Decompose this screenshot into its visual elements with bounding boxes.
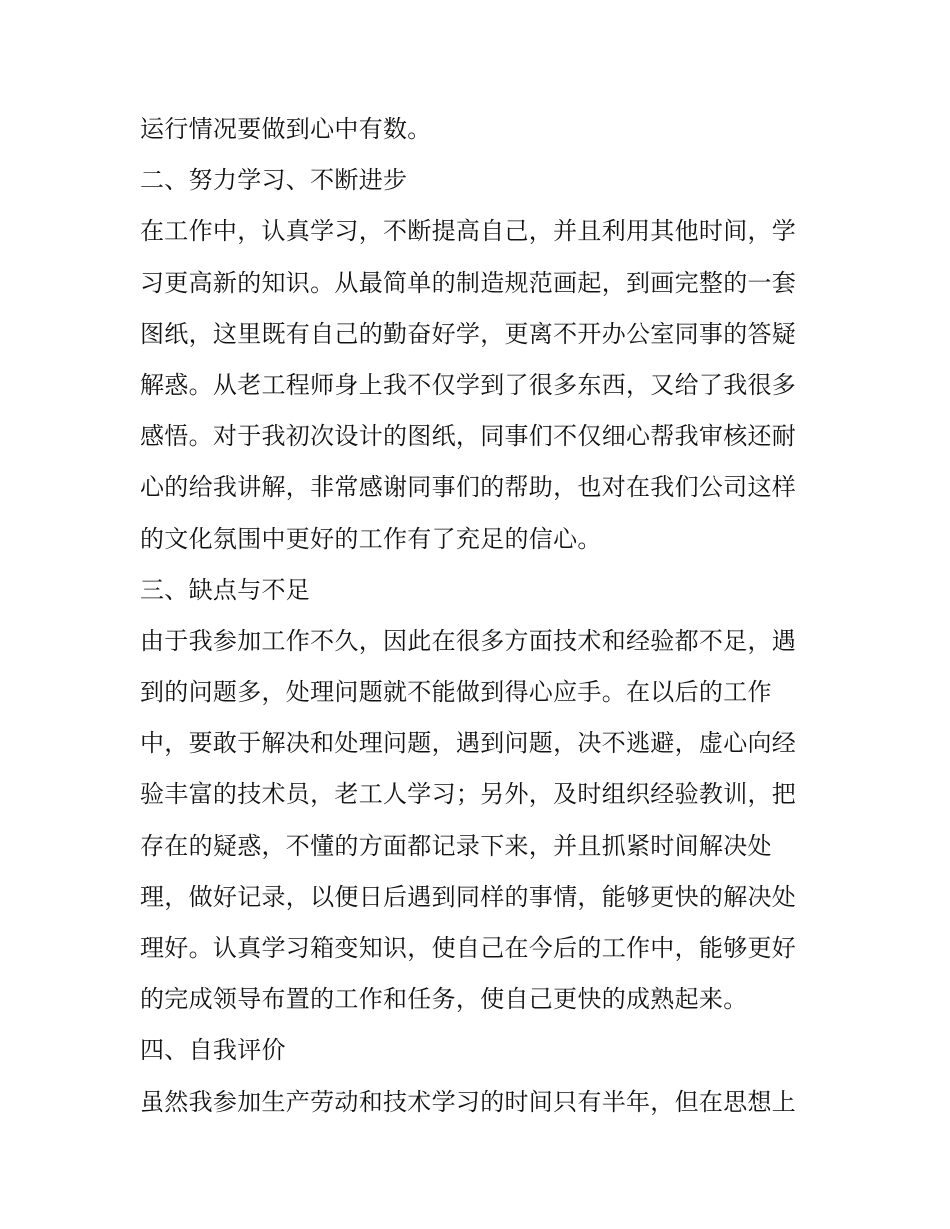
text-line: 运行情况要做到心中有数。 <box>140 115 432 143</box>
text-line: 到的问题多，处理问题就不能做到得心应手。在以后的工作 <box>140 678 772 707</box>
text-line: 验丰富的技术员，老工人学习；另外，及时组织经验教训，把 <box>140 780 797 809</box>
text-line: 存在的疑惑，不懂的方面都记录下来，并且抓紧时间解决处 <box>140 831 772 860</box>
text-line: 习更高新的知识。从最简单的制造规范画起，到画完整的一套 <box>140 268 797 297</box>
text-line: 解惑。从老工程师身上我不仅学到了很多东西，又给了我很多 <box>140 370 797 399</box>
text-line: 在工作中，认真学习，不断提高自己，并且利用其他时间，学 <box>140 217 797 246</box>
text-line: 心的给我讲解，非常感谢同事们的帮助，也对在我们公司这样 <box>140 473 797 502</box>
text-line: 虽然我参加生产劳动和技术学习的时间只有半年，但在思想上 <box>140 1087 797 1116</box>
text-line: 图纸，这里既有自己的勤奋好学，更离不开办公室同事的答疑 <box>140 319 797 348</box>
text-line: 理，做好记录，以便日后遇到同样的事情，能够更快的解决处 <box>140 882 797 911</box>
text-line: 的完成领导布置的工作和任务，使自己更快的成熟起来。 <box>140 985 748 1014</box>
section-heading-2: 二、努力学习、不断进步 <box>140 166 408 195</box>
section-heading-4: 四、自我评价 <box>140 1036 286 1065</box>
text-line: 感悟。对于我初次设计的图纸，同事们不仅细心帮我审核还耐 <box>140 422 797 451</box>
text-line: 中，要敢于解决和处理问题，遇到问题，决不逃避，虚心向经 <box>140 729 797 758</box>
text-line: 理好。认真学习箱变知识，使自己在今后的工作中，能够更好 <box>140 934 797 962</box>
text-line: 的文化氛围中更好的工作有了充足的信心。 <box>140 524 602 553</box>
text-line: 由于我参加工作不久，因此在很多方面技术和经验都不足，遇 <box>140 626 797 655</box>
document-body <box>140 104 820 1128</box>
section-heading-3: 三、缺点与不足 <box>140 575 311 604</box>
